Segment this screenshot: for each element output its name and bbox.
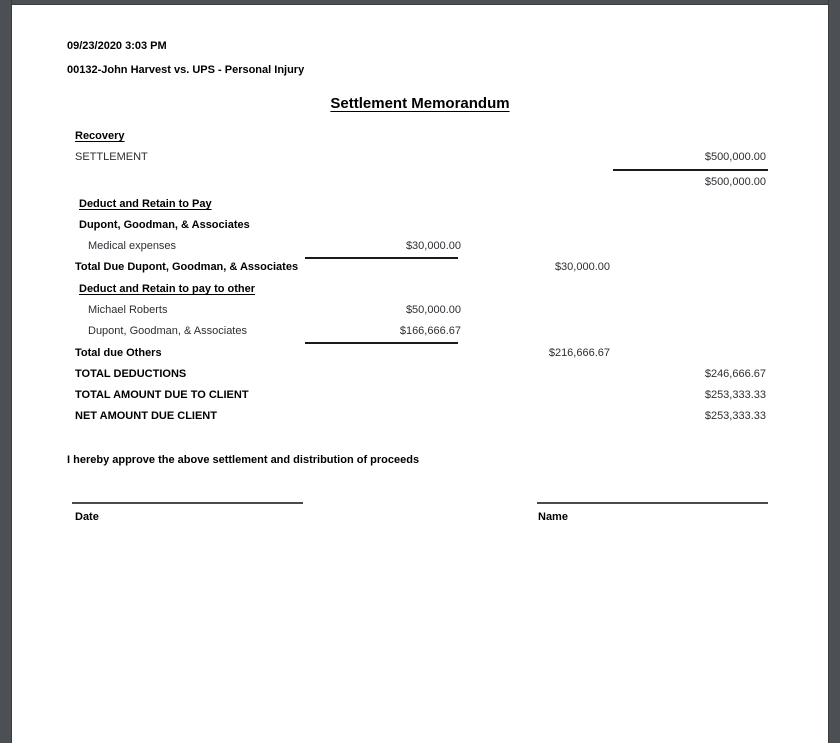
summary-row-amount: $253,333.33 [704, 389, 766, 401]
summary-row-amount: $246,666.67 [704, 368, 766, 380]
document-page [13, 6, 827, 743]
approval-statement: I hereby approve the above settlement and distribution of proceeds [67, 454, 420, 466]
name-label: Name [538, 511, 568, 523]
recovery-heading: Recovery [75, 130, 125, 142]
other-deduction-item-amount: $50,000.00 [405, 304, 461, 316]
date-label: Date [75, 511, 99, 523]
deductions-payee-heading: Dupont, Goodman, & Associates [79, 219, 250, 231]
viewer-frame-right [828, 0, 840, 743]
recovery-total-amount: $500,000.00 [704, 176, 766, 188]
name-signature-line [537, 502, 768, 504]
deductions-heading: Deduct and Retain to Pay [79, 198, 212, 210]
other-deduction-item-label: Michael Roberts [88, 304, 168, 316]
summary-row-label: TOTAL AMOUNT DUE TO CLIENT [75, 389, 249, 401]
other-deductions-total-rule [305, 342, 458, 344]
print-timestamp: 09/23/2020 3:03 PM [67, 40, 167, 52]
viewer-frame-left [0, 0, 12, 743]
matter-title: 00132-John Harvest vs. UPS - Personal Injury [67, 64, 305, 76]
deductions-total-amount: $30,000.00 [554, 261, 610, 273]
other-deductions-heading: Deduct and Retain to pay to other [79, 283, 256, 295]
deductions-total-rule [305, 257, 458, 259]
summary-row-label: NET AMOUNT DUE CLIENT [75, 410, 217, 422]
viewer-frame-top [0, 0, 840, 5]
recovery-total-rule [613, 169, 768, 171]
other-deduction-item-label: Dupont, Goodman, & Associates [88, 325, 247, 337]
recovery-item-amount: $500,000.00 [704, 151, 766, 163]
other-deductions-total-label: Total due Others [75, 347, 162, 359]
deduction-item-amount: $30,000.00 [405, 240, 461, 252]
other-deduction-item-amount: $166,666.67 [399, 325, 461, 337]
deductions-total-label: Total Due Dupont, Goodman, & Associates [75, 261, 299, 273]
other-deductions-total-amount: $216,666.67 [548, 347, 610, 359]
summary-row-amount: $253,333.33 [704, 410, 766, 422]
date-signature-line [72, 502, 303, 504]
deduction-item-label: Medical expenses [88, 240, 177, 252]
recovery-item-label: SETTLEMENT [75, 151, 148, 163]
document-title: Settlement Memorandum [330, 95, 510, 112]
summary-row-label: TOTAL DEDUCTIONS [75, 368, 187, 380]
